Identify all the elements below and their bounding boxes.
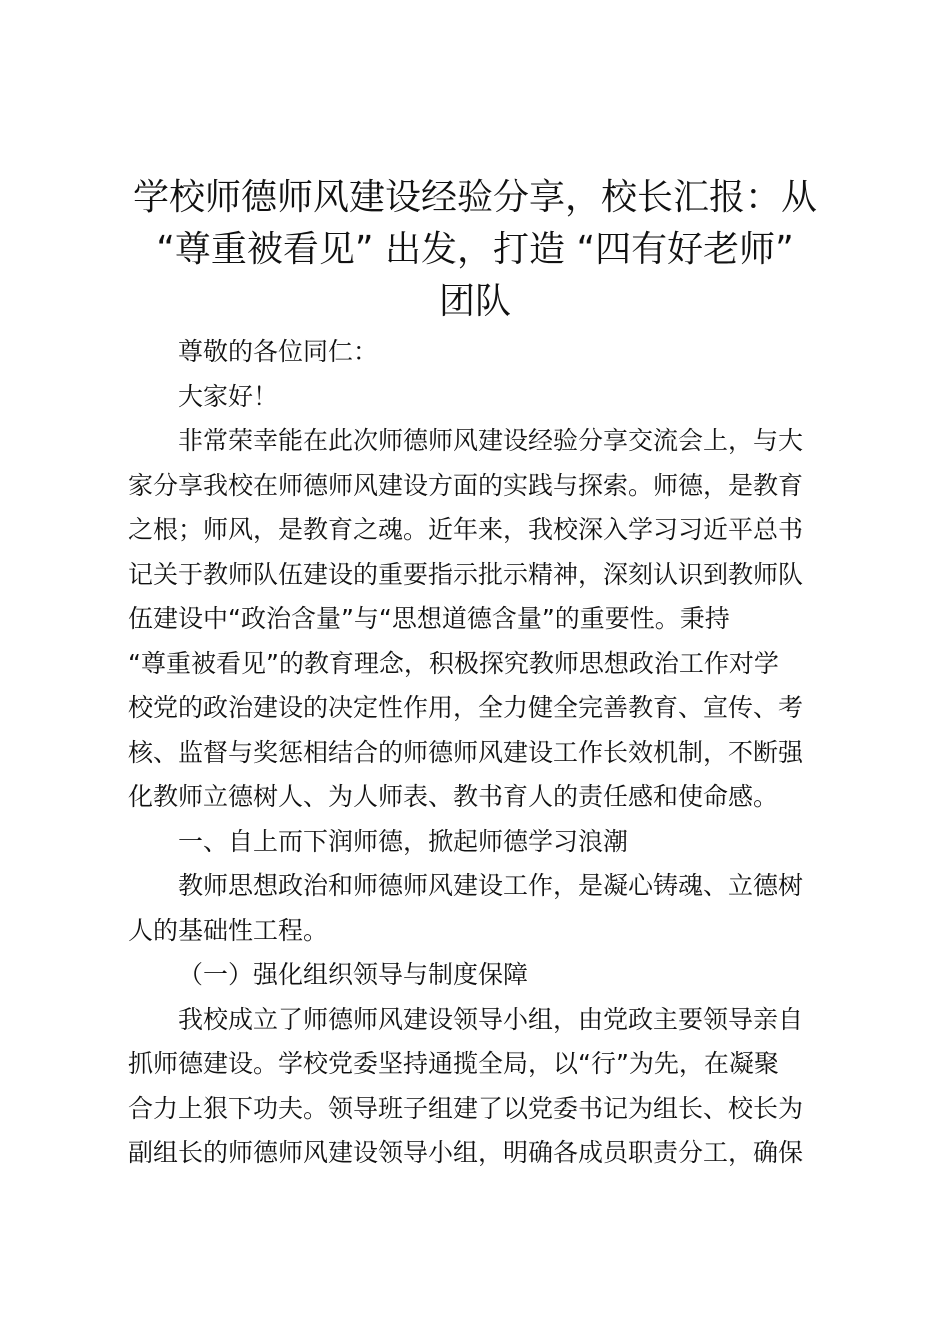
paragraph-line: 化教师立德树人、为人师表、教书育人的责任感和使命感。 — [128, 782, 779, 811]
paragraph-line: 之根；师风，是教育之魂。近年来，我校深入学习习近平总书 — [128, 515, 804, 544]
paragraph-line: 家分享我校在师德师风建设方面的实践与探索。师德，是教育 — [128, 470, 804, 500]
paragraph-line: 人的基础性工程。 — [128, 915, 329, 945]
paragraph-line: 我校成立了师德师风建设领导小组，由党政主要领导亲自 — [178, 1004, 804, 1034]
document-title — [120, 172, 830, 328]
title-line-2: “尊重被看见” 出发，打造 “四有好老师” — [156, 229, 794, 270]
paragraph-line: 非常荣幸能在此次师德师风建设经验分享交流会上，与大 — [178, 426, 804, 455]
paragraph-line: 伍建设中“政治含量”与“思想道德含量”的重要性。秉持 — [128, 604, 730, 633]
paragraph-line: 教师思想政治和师德师风建设工作，是凝心铸魂、立德树 — [178, 871, 804, 900]
paragraph-line: 核、监督与奖惩相结合的师德师风建设工作长效机制，不断强 — [128, 737, 804, 767]
document-body — [128, 330, 832, 1176]
paragraph-line: 记关于教师队伍建设的重要指示批示精神，深刻认识到教师队 — [128, 559, 804, 589]
title-line-1: 学校师德师风建设经验分享，校长汇报：从 — [132, 177, 817, 218]
section-heading: 一、自上而下润师德，掀起师德学习浪潮 — [178, 826, 629, 856]
paragraph-line: 合力上狠下功夫。领导班子组建了以党委书记为组长、校长为 — [128, 1093, 804, 1123]
paragraph-line: “尊重被看见”的教育理念，积极探究教师思想政治工作对学 — [128, 648, 779, 678]
subsection-heading: （一）强化组织领导与制度保障 — [178, 960, 529, 989]
greeting: 大家好！ — [178, 381, 279, 411]
salutation: 尊敬的各位同仁： — [178, 337, 379, 366]
paragraph-line: 副组长的师德师风建设领导小组，明确各成员职责分工，确保 — [128, 1138, 804, 1167]
paragraph-line: 校党的政治建设的决定性作用，全力健全完善教育、宣传、考 — [128, 693, 804, 722]
title-line-3: 团队 — [438, 281, 511, 322]
paragraph-line: 抓师德建设。学校党委坚持通揽全局，以“行”为先，在凝聚 — [128, 1049, 779, 1078]
